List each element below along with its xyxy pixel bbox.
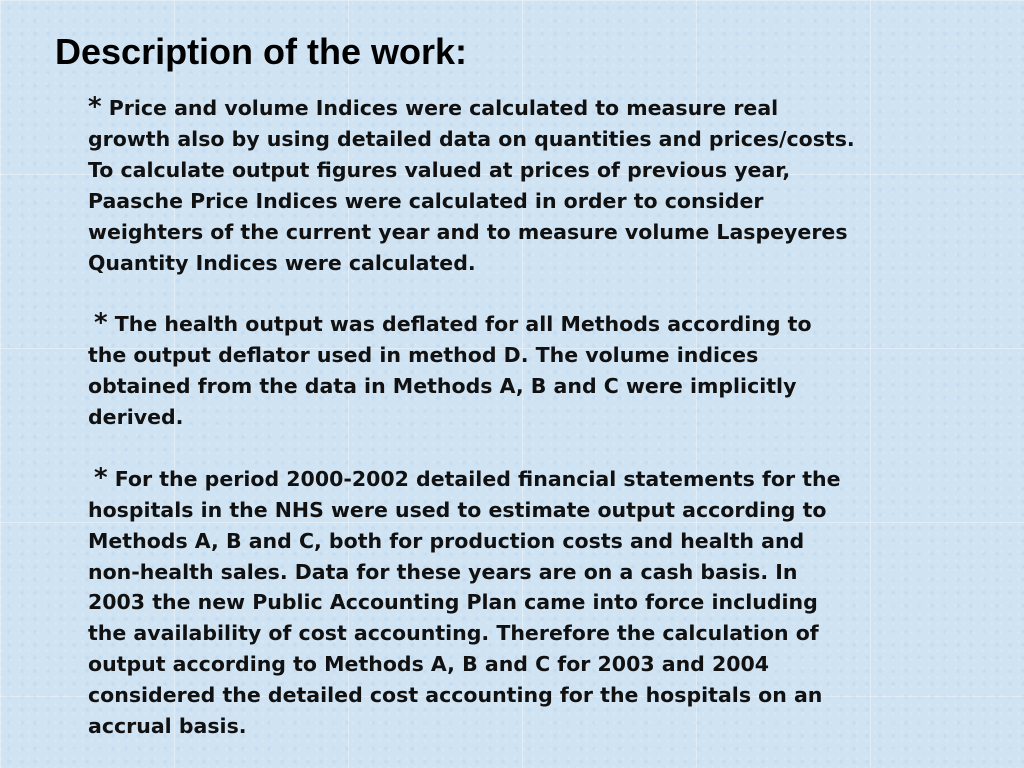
bullet-star: *	[94, 462, 108, 493]
slide-body	[88, 93, 968, 742]
paragraph-rest: hospitals in the NHS were used to estimate output according to Methods A, B and C, both for production costs and health and non-health sales. Data for these years are on a cash basis. In 2003 the new Public Accounting Plan came into force including the availability of cost accounting. Therefore the calculation of output according to Methods A, B and C for 2003 and 2004 considered the detailed cost accounting for the hospitals on an accrual basis.	[88, 497, 827, 739]
slide-title: Description of the work:	[55, 31, 468, 72]
bullet-star: *	[94, 308, 108, 339]
paragraph-lead: For the period 2000-2002 detailed financial statements for the	[107, 466, 841, 491]
paragraph-lead: The health output was deflated for all Methods according to	[107, 312, 812, 337]
paragraph-lead: Price and volume Indices were calculated to measure real	[101, 96, 779, 120]
paragraph-rest: the output deflator used in method D. The volume indices obtained from the data in Methods A, B and C were implicitly derived.	[88, 343, 797, 430]
paragraph-health-output	[88, 309, 968, 433]
bullet-star: *	[88, 92, 102, 122]
paragraph-financial-statements	[88, 464, 968, 742]
paragraph-rest: growth also by using detailed data on quantities and prices/costs. To calculate output figures valued at prices of previous year, Paasche Price Indices were calculated in order to consider weighters of the current year and to measure volume Laspeyeres Quantity Indices were calculated.	[88, 126, 855, 275]
paragraph-price-volume	[88, 93, 968, 278]
